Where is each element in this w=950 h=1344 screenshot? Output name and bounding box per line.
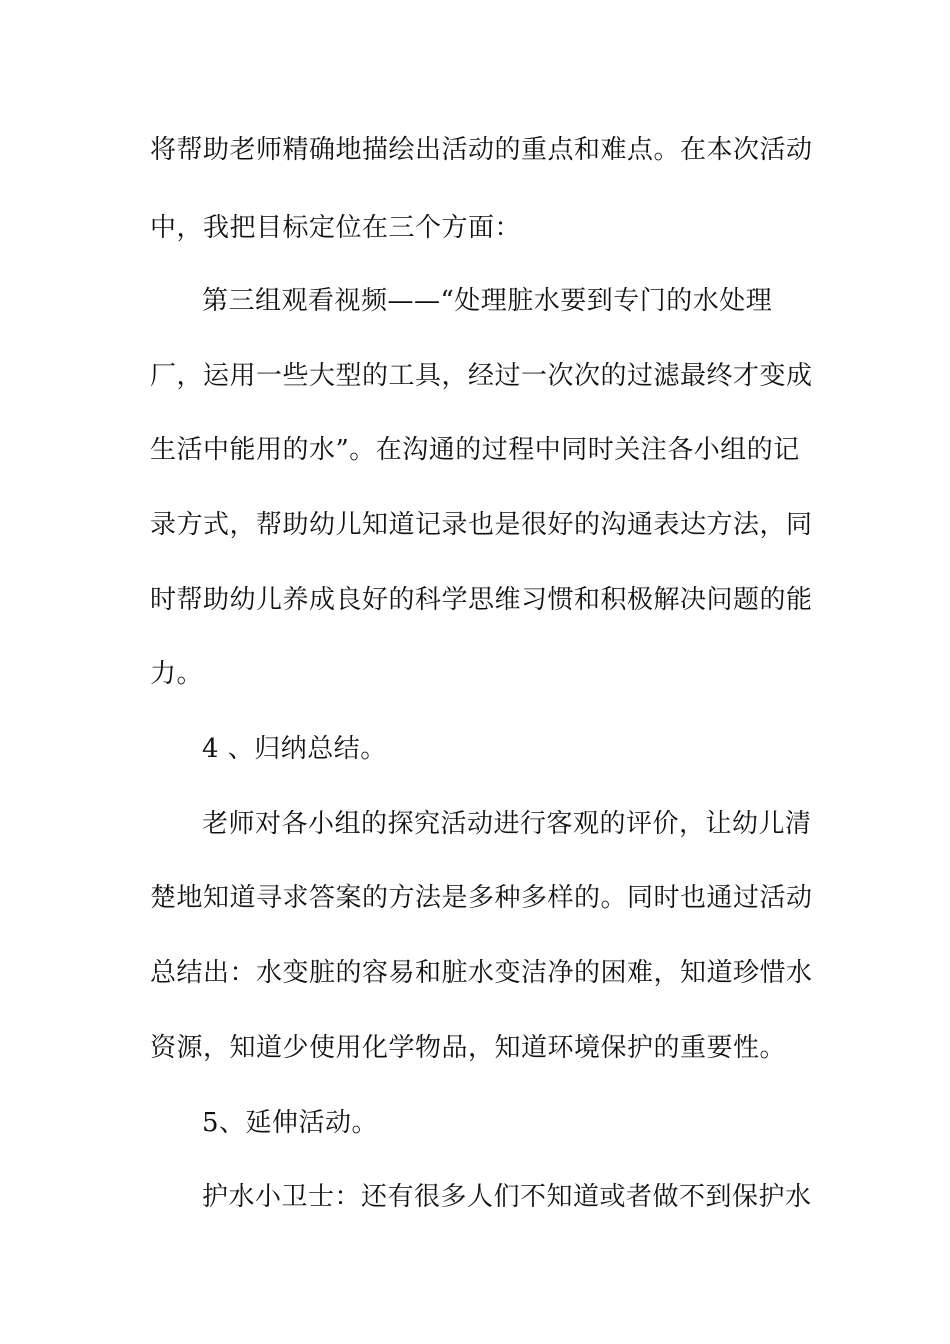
paragraph-line: 厂，运用一些大型的工具，经过一次次的过滤最终才变成: [150, 361, 813, 391]
paragraph-line: 将帮助老师精确地描绘出活动的重点和难点。在本次活动: [150, 135, 813, 165]
paragraph-line: 录方式，帮助幼儿知道记录也是很好的沟通表达方法，同: [150, 510, 813, 540]
section-heading: 4 、归纳总结。: [202, 734, 387, 764]
section-heading: 5、延伸活动。: [202, 1108, 379, 1138]
paragraph-line: 中，我把目标定位在三个方面：: [150, 213, 522, 243]
paragraph-line: 时帮助幼儿养成良好的科学思维习惯和积极解决问题的能: [150, 585, 813, 615]
paragraph-line: 第三组观看视频——“处理脏水要到专门的水处理: [202, 286, 773, 316]
paragraph-line: 总结出：水变脏的容易和脏水变洁净的困难，知道珍惜水: [150, 958, 813, 988]
paragraph-line: 资源，知道少使用化学物品，知道环境保护的重要性。: [150, 1033, 787, 1063]
paragraph-line: 护水小卫士：还有很多人们不知道或者做不到保护水: [202, 1182, 812, 1212]
paragraph-line: 楚地知道寻求答案的方法是多种多样的。同时也通过活动: [150, 883, 813, 913]
paragraph-line: 力。: [150, 659, 204, 689]
paragraph-line: 生活中能用的水”。在沟通的过程中同时关注各小组的记: [150, 435, 800, 465]
paragraph-line: 老师对各小组的探究活动进行客观的评价，让幼儿清: [202, 809, 812, 839]
